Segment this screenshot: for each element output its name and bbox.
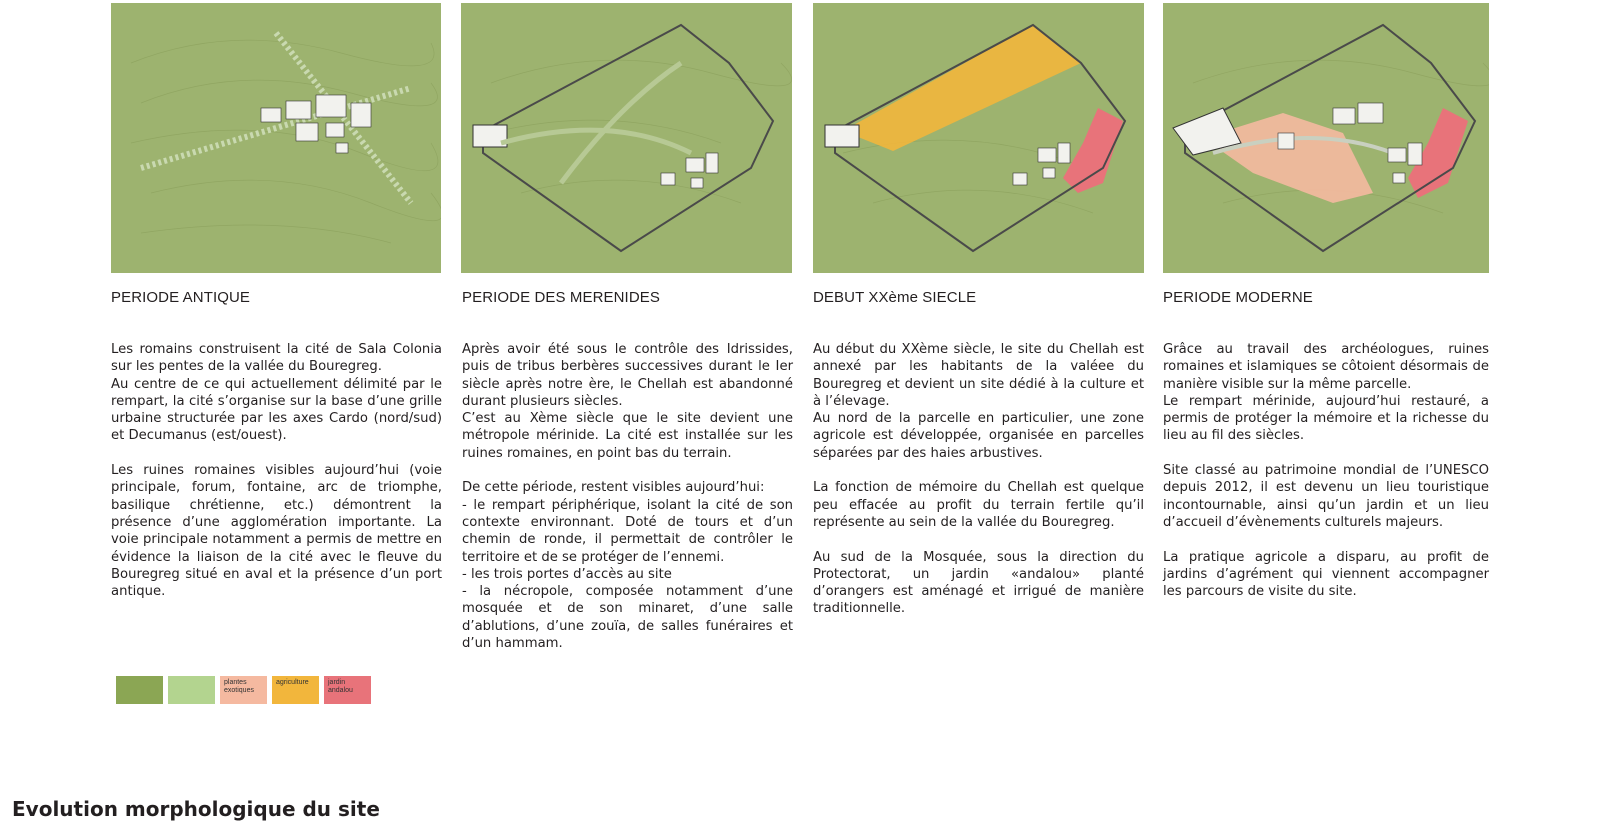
site-plan-debut-xxe-icon: [813, 3, 1144, 273]
site-plan-antique-icon: [111, 3, 441, 273]
period-column-merenides: [461, 3, 792, 273]
paragraph: Les romains construisent la cité de Sala Colonia sur les pentes de la vallée du Bouregreg.: [111, 342, 442, 375]
period-column-moderne: [1163, 3, 1489, 273]
period-title-moderne: PERIODE MODERNE: [1163, 289, 1313, 306]
legend-swatch-jardin-andalou: [324, 676, 371, 704]
site-plan-moderne-image: [1163, 3, 1489, 273]
site-plan-antique-image: [111, 3, 441, 273]
period-text-merenides: [462, 341, 793, 652]
paragraph: Au nord de la parcelle en particulier, une zone agricole est développée, organisée en parcelles séparées par des haies arbustives.: [813, 411, 1144, 461]
page-title: Evolution morphologique du site: [12, 797, 380, 821]
legend-label: jardin andalou: [328, 679, 353, 694]
paragraph: De cette période, restent visibles aujourd’hui:: [462, 480, 765, 496]
legend-swatch-plantes-exotiques: [220, 676, 267, 704]
paragraph: - la nécropole, composée notamment d’une mosquée et de son minaret, d’une salle d’ablutions, d’une zouïa, de salles funéraires et d’un hammam.: [462, 584, 793, 652]
paragraph: Au sud de la Mosquée, sous la direction du Protectorat, un jardin «andalou» planté d’orangers est aménagé et irrigué de manière traditionnelle.: [813, 549, 1144, 617]
period-text-antique: [111, 341, 442, 600]
paragraph: - les trois portes d’accès au site: [462, 566, 672, 582]
legend-swatch-agriculture: [272, 676, 319, 704]
paragraph: C’est au Xème siècle que le site devient une métropole mérinide. La cité est installée sur les ruines romaines, en point bas du terrain.: [462, 411, 793, 461]
site-plan-debut-xxe-image: [813, 3, 1144, 273]
paragraph: Au centre de ce qui actuellement délimité par le rempart, la cité s’organise sur la base d’une grille urbaine structurée par les axes Cardo (nord/sud) et Decumanus (est/ouest).: [111, 376, 442, 444]
legend-swatch-vegetation: [168, 676, 215, 704]
paragraph: Site classé au patrimoine mondial de l’UNESCO depuis 2012, il est devenu un lieu touristique incontournable, ainsi qu’un jardin et un lieu d’accueil d’évènements culturels majeurs.: [1163, 463, 1489, 530]
period-title-debut-xxe: DEBUT XXème SIECLE: [813, 289, 977, 306]
paragraph: Les ruines romaines visibles aujourd’hui (voie principale, forum, fontaine, arc de triomphe, basilique chrétienne, etc.) démontrent la présence d’une agglomération importante. La voie principale notamment a permis de mettre en évidence la liaison de la cité avec le fleuve du Bouregreg situé en aval et la présence d’un port antique.: [111, 463, 442, 600]
legend-label: plantes exotiques: [224, 679, 254, 694]
period-column-debut-xxe: [813, 3, 1144, 273]
paragraph: Après avoir été sous le contrôle des Idrissides, puis de tribus berbères successives durant le Ier siècle après notre ère, le Chellah est abandonné durant plusieurs siècles.: [462, 342, 793, 409]
period-text-debut-xxe: [813, 341, 1144, 618]
paragraph: - le rempart périphérique, isolant la cité de son contexte environnant. Doté de tours et d’un chemin de ronde, il permettait de contrôler le territoire et de se protéger de l’ennemi.: [462, 497, 793, 565]
paragraph: La fonction de mémoire du Chellah est quelque peu effacée au profit du terrain fertile qu’il représente au sein de la vallée du Bouregreg.: [813, 480, 1144, 530]
period-title-antique: PERIODE ANTIQUE: [111, 289, 251, 306]
legend-swatch-site: [116, 676, 163, 704]
legend: [116, 676, 371, 704]
paragraph: Grâce au travail des archéologues, ruines romaines et islamiques se côtoient désormais de manière visible sur la même parcelle.: [1163, 342, 1489, 392]
site-plan-merenides-icon: [461, 3, 792, 273]
site-plan-moderne-icon: [1163, 3, 1489, 273]
legend-label: agriculture: [276, 679, 309, 686]
period-column-antique: [111, 3, 441, 273]
paragraph: La pratique agricole a disparu, au profit de jardins d’agrément qui viennent accompagner les parcours de visite du site.: [1163, 549, 1489, 600]
period-text-moderne: [1163, 341, 1489, 600]
paragraph: Au début du XXème siècle, le site du Chellah est annexé par les habitants de la valéee du Bouregreg et devient un site dédié à la culture et à l’élevage.: [813, 342, 1144, 409]
paragraph: Le rempart mérinide, aujourd’hui restauré, a permis de protéger la mémoire et la richesse du lieu au fil des siècles.: [1163, 393, 1489, 444]
period-title-merenides: PERIODE DES MERENIDES: [462, 289, 660, 306]
site-plan-merenides-image: [461, 3, 792, 273]
